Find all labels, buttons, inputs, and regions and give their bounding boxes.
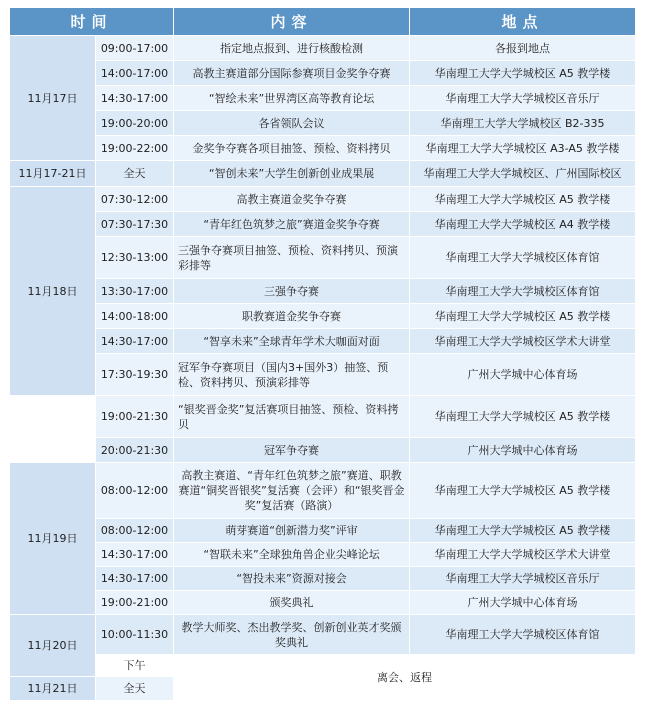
- time-cell: 14:00-18:00: [96, 304, 174, 329]
- content-cell: 各省领队会议: [174, 111, 410, 136]
- table-row: [10, 86, 636, 111]
- content-cell: 三强争夺赛项目抽签、预检、资料拷贝、预演彩排等: [174, 237, 410, 279]
- header-content: 内容: [174, 8, 410, 36]
- time-cell: 13:30-17:00: [96, 279, 174, 304]
- table-row: [10, 463, 636, 519]
- content-cell: 冠军争夺赛项目（国内3+国外3）抽签、预检、资料拷贝、预演彩排等: [174, 354, 410, 396]
- table-row: [10, 36, 636, 61]
- time-cell: 14:30-17:00: [96, 543, 174, 567]
- location-cell: 华南理工大学大学城校区 A5 教学楼: [410, 304, 636, 329]
- content-cell: 指定地点报到、进行核酸检测: [174, 36, 410, 61]
- table-row: [10, 615, 636, 655]
- table-row: [10, 161, 636, 187]
- location-cell: 华南理工大学大学城校区音乐厅: [410, 567, 636, 591]
- content-cell: 萌芽赛道“创新潜力奖”评审: [174, 519, 410, 543]
- date-cell: 11月17-21日: [10, 161, 96, 187]
- location-cell: 华南理工大学大学城校区体育馆: [410, 279, 636, 304]
- table-row: [10, 519, 636, 543]
- time-cell: 17:30-19:30: [96, 354, 174, 396]
- location-cell: 华南理工大学大学城校区 A5 教学楼: [410, 463, 636, 519]
- location-cell: 华南理工大学大学城校区 A4 教学楼: [410, 212, 636, 237]
- table-row: [10, 304, 636, 329]
- content-cell: “智投未来”资源对接会: [174, 567, 410, 591]
- table-row: [10, 567, 636, 591]
- location-cell: 广州大学城中心体育场: [410, 438, 636, 463]
- table-row: [10, 279, 636, 304]
- location-cell: 华南理工大学大学城校区体育馆: [410, 615, 636, 655]
- time-cell: 14:30-17:00: [96, 567, 174, 591]
- time-cell: 19:00-21:00: [96, 591, 174, 615]
- time-cell: 14:00-17:00: [96, 61, 174, 86]
- content-cell: “智享未来”全球青年学术大咖面对面: [174, 329, 410, 354]
- location-cell: 各报到地点: [410, 36, 636, 61]
- header-location: 地点: [410, 8, 636, 36]
- location-cell: 华南理工大学大学城校区 A5 教学楼: [410, 519, 636, 543]
- time-cell: 19:00-22:00: [96, 136, 174, 161]
- content-cell: 教学大师奖、杰出教学奖、创新创业英才奖颁奖典礼: [174, 615, 410, 655]
- location-cell: 华南理工大学大学城校区学术大讲堂: [410, 329, 636, 354]
- time-cell: 08:00-12:00: [96, 519, 174, 543]
- date-cell: 11月18日: [10, 187, 96, 396]
- content-cell: 职教赛道金奖争夺赛: [174, 304, 410, 329]
- content-cell: “银奖晋金奖”复活赛项目抽签、预检、资料拷贝: [174, 396, 410, 438]
- table-row: [10, 354, 636, 396]
- time-cell: 07:30-17:30: [96, 212, 174, 237]
- location-cell: 华南理工大学大学城校区 A5 教学楼: [410, 396, 636, 438]
- content-cell: 高教主赛道金奖争夺赛: [174, 187, 410, 212]
- content-cell: “智创未来”大学生创新创业成果展: [174, 161, 410, 187]
- time-cell: 12:30-13:00: [96, 237, 174, 279]
- content-cell: 冠军争夺赛: [174, 438, 410, 463]
- date-cell: 11月19日: [10, 463, 96, 615]
- date-cell-empty: [10, 396, 96, 463]
- location-cell: 华南理工大学大学城校区、广州国际校区: [410, 161, 636, 187]
- time-cell: 全天: [96, 161, 174, 187]
- table-row: [10, 329, 636, 354]
- location-cell: 华南理工大学大学城校区音乐厅: [410, 86, 636, 111]
- date-cell: 11月20日: [10, 615, 96, 677]
- time-cell: 07:30-12:00: [96, 187, 174, 212]
- time-cell: 19:00-20:00: [96, 111, 174, 136]
- time-cell: 19:00-21:30: [96, 396, 174, 438]
- table-row: [10, 237, 636, 279]
- location-cell: 华南理工大学大学城校区体育馆: [410, 237, 636, 279]
- content-cell-merged: 离会、返程: [174, 655, 636, 701]
- location-cell: 广州大学城中心体育场: [410, 354, 636, 396]
- content-cell: 金奖争夺赛各项目抽签、预检、资料拷贝: [174, 136, 410, 161]
- time-cell: 全天: [96, 677, 174, 701]
- content-cell: “智绘未来”世界湾区高等教育论坛: [174, 86, 410, 111]
- time-cell: 14:30-17:00: [96, 86, 174, 111]
- table-row: [10, 212, 636, 237]
- date-cell: 11月17日: [10, 36, 96, 161]
- content-cell: 三强争夺赛: [174, 279, 410, 304]
- table-row: [10, 136, 636, 161]
- time-cell: 09:00-17:00: [96, 36, 174, 61]
- table-header-row: [10, 8, 636, 36]
- table-row: [10, 396, 636, 438]
- table-row: [10, 111, 636, 136]
- table-row: [10, 655, 636, 677]
- time-cell: 10:00-11:30: [96, 615, 174, 655]
- content-cell: “青年红色筑梦之旅”赛道金奖争夺赛: [174, 212, 410, 237]
- time-cell: 20:00-21:30: [96, 438, 174, 463]
- table-row: [10, 591, 636, 615]
- header-time: 时间: [10, 8, 174, 36]
- table-row: [10, 543, 636, 567]
- location-cell: 广州大学城中心体育场: [410, 591, 636, 615]
- location-cell: 华南理工大学大学城校区学术大讲堂: [410, 543, 636, 567]
- schedule-table: [9, 7, 636, 701]
- table-row: [10, 187, 636, 212]
- table-row: [10, 438, 636, 463]
- time-cell: 08:00-12:00: [96, 463, 174, 519]
- location-cell: 华南理工大学大学城校区 A5 教学楼: [410, 187, 636, 212]
- location-cell: 华南理工大学大学城校区 A3-A5 教学楼: [410, 136, 636, 161]
- content-cell: “智联未来”全球独角兽企业尖峰论坛: [174, 543, 410, 567]
- table-row: [10, 61, 636, 86]
- content-cell: 颁奖典礼: [174, 591, 410, 615]
- content-cell: 高教主赛道部分国际参赛项目金奖争夺赛: [174, 61, 410, 86]
- time-cell: 下午: [96, 655, 174, 677]
- location-cell: 华南理工大学大学城校区 B2-335: [410, 111, 636, 136]
- location-cell: 华南理工大学大学城校区 A5 教学楼: [410, 61, 636, 86]
- date-cell: 11月21日: [10, 677, 96, 701]
- content-cell: 高教主赛道、“青年红色筑梦之旅”赛道、职教赛道“铜奖晋银奖”复活赛（会评）和“银奖晋金奖”复活赛（路演）: [174, 463, 410, 519]
- time-cell: 14:30-17:00: [96, 329, 174, 354]
